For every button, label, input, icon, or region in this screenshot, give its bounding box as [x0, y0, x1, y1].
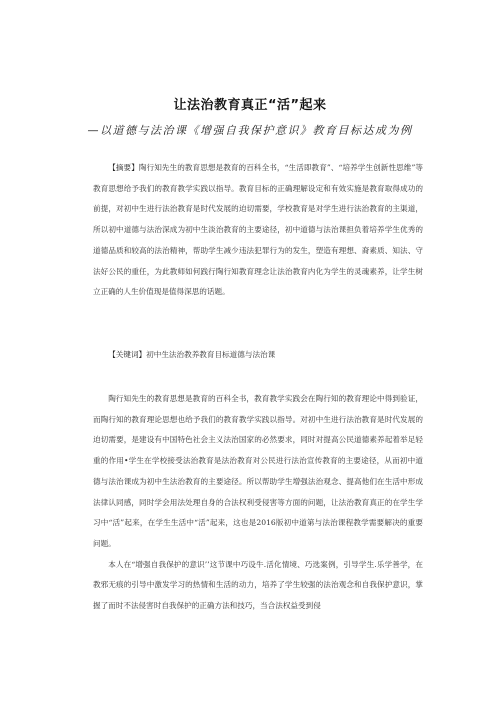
abstract-text: 陶行知先生的教育思想是教育的百科全书，“生活即教育”、“培养学生创新性思维”等教育思想给予我们的教育教学实践以指导。教育目标的正确理解设定和有效实施是教育取得成功的前提，对初中生进行法治教育是时代发展的迫切需要，学校教育是对学生进行法治教育的主渠道，所以初中道德与法治深成为初中生淡治教育的主要途径，初中道德与法治课担负着培养学生优秀的道德品质和较高的法治精神，帮助学生减少违法犯罪行为的发生，塑造有理想、裔素质、知法、守法好公民的重任，为此教师如何践行陶行知教育理念让法治教育内化为学生的灵魂素养，让学生树立正确的人生价值现是值得深思的话题。: [93, 163, 424, 297]
body-section: [93, 389, 423, 617]
body-paragraph: 本人在“增强自我保护的意识’’这节课中巧设牛.活化情境、巧选案例，引导学生.乐学善学，在教邪无痕的引导中激发学习的热情和生活的动力，培养了学生较强的法治观念和自我保护意识，掌握了而时不法侵害时自我保护的正确方法和技巧，当合法权益受到侵: [93, 559, 423, 611]
keywords-section: [93, 345, 423, 365]
keywords-text: 初中生法治教养教育目标道德与法治课: [146, 350, 276, 359]
keywords-label: 【关键词】: [108, 350, 147, 359]
abstract-section: [93, 158, 423, 303]
body-paragraph: 陶行知先生的教育思想是教育的百科全书，教育教学实践会在陶行知的教育理论中得到验证，而陶行知的教育理论思想也给予我们的教育教学实践以指导。对初中生进行法治教育是时代发展的迫切需要，是建设有中国特色社会主义法治国家的必然要求，同时对提高公民道德素养起着举足轻重的作用•学生在学校接受法治教育是法治教育对公民进行法治宣传教育的主要途径，从而初中道德与法治课成为初中生法治教育的主要途径。所以帮助学生增强法治观念、提高他们在生活中形成法律认同感，同时学会用法处理自身的合法权利受侵害等方面的问题，让法治教育真正的在学生学习中“活”起来，在学生生活中“活”起来，这也是2016版初中道第与法治课程教学需要解决的重要问题。: [93, 394, 423, 548]
page-title: 让法治教育真正“活”起来: [173, 98, 327, 113]
page-subtitle: —以道德与法治课《增强自我保护意识》教育目标达成为例: [87, 124, 413, 137]
abstract-label: 【摘要】: [108, 163, 139, 172]
